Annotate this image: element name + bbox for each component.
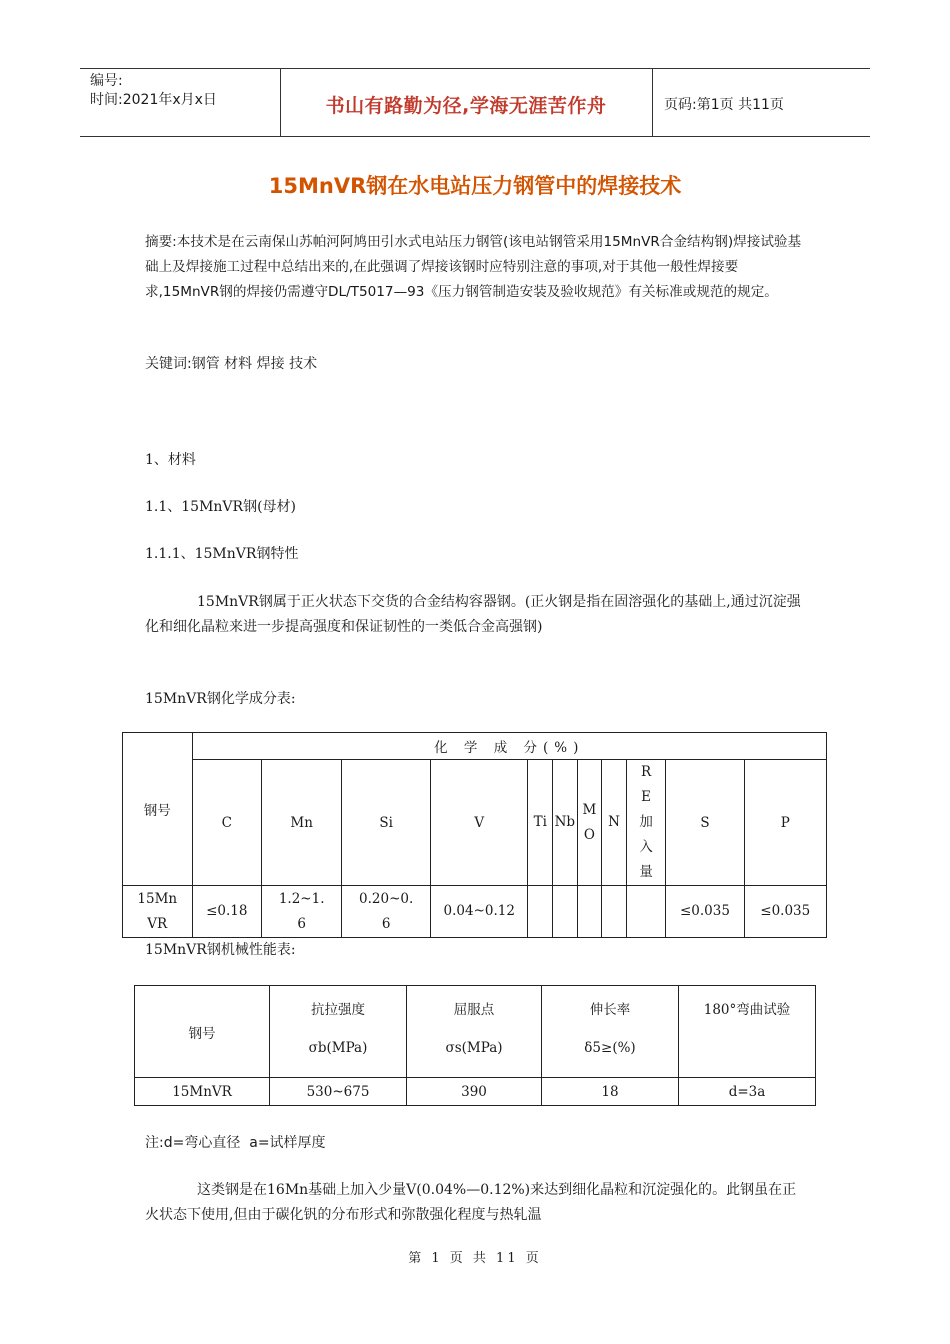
table-header-cell [553,760,578,886]
subsubsection-heading: 1.1.1、15MnVR钢特性 [145,546,299,562]
abstract-paragraph: 摘要:本技术是在云南保山苏帕河阿鸠田引水式电站压力钢管(该电站钢管采用15MnVR合金结构钢)焊接试验基础上及焊接施工过程中总结出来的,在此强调了焊接该钢时应特别注意的事项,对于其他一般性焊接要求,15MnVR钢的焊接仍需遵守DL/T5017—93《压力钢管制造安装及验收规范》有关标准或规范的规定。 [145,234,802,300]
table-header-cell: 钢号 [135,986,270,1078]
header-meta [90,72,217,110]
table-header-cell [679,986,816,1078]
table-header-cell [626,760,666,886]
document-number-label: 编号: [90,73,123,89]
table-cell: d=3a [679,1078,816,1106]
header-divider [652,69,653,136]
table-cell: 390 [407,1078,542,1106]
section-heading: 1、材料 [145,452,196,468]
table-header-cell [270,986,407,1078]
document-title: 15MnVR钢在水电站压力钢管中的焊接技术 [268,174,682,198]
document-time-label: 时间:2021年x月x日 [90,92,217,108]
table-cell: 530~675 [270,1078,407,1106]
body-paragraph: 这类钢是在16Mn基础上加入少量V(0.04%—0.12%)来达到细化晶粒和沉淀强化的。此钢虽在正火状态下使用,但由于碳化钒的分布形式和弥散强化程度与热轧温 [145,1182,797,1223]
header-page-info: 页码:第1页 共11页 [664,97,784,113]
table-cell [431,886,528,938]
table-row [135,1078,816,1106]
page-footer: 第 1 页 共 11 页 [408,1251,542,1266]
keywords-line: 关键词:钢管 材料 焊接 技术 [145,356,318,372]
table-cell: 18 [542,1078,679,1106]
cell-value: ≤0.035 [760,903,811,919]
table-cell [602,886,627,938]
cell-value: 0.04~0.12 [443,903,515,919]
mechanical-properties-table [134,985,816,1106]
table-note: 注:d=弯心直径 a=试样厚度 [145,1135,326,1151]
table-header-cell [602,760,627,886]
table-header-cell [542,986,679,1078]
column-name: 屈服点 [453,1002,495,1018]
column-name: 抗拉强度 [311,1002,365,1018]
table-header-cell [407,986,542,1078]
subsection-heading: 1.1、15MnVR钢(母材) [145,499,297,515]
table-header-cell: Si [342,760,431,886]
table-header-text: N [608,814,620,830]
table-header-cell: 钢号 [123,733,193,886]
table-header-cell: S [666,760,744,886]
table-cell [342,886,431,938]
cell-value: ≤0.18 [206,903,248,919]
table-cell [528,886,553,938]
table-cell: 15MnVR [135,1078,270,1106]
column-name: 180°弯曲试验 [703,1002,791,1018]
table-cell [577,886,602,938]
table-header-text: RE加入量 [639,764,653,880]
cell-value: 1.2~1.6 [278,890,325,932]
chemical-composition-table [122,732,827,938]
table-header-cell: P [744,760,827,886]
cell-value: 0.20~0.6 [359,890,414,932]
table-header-cell: Mn [262,760,342,886]
table-cell [626,886,666,938]
table-cell [553,886,578,938]
column-unit: δ5≥(%) [584,1040,636,1056]
table-cell [192,886,262,938]
table-row [123,886,827,938]
document-header [80,68,870,137]
cell-value: ≤0.035 [679,903,730,919]
table-caption: 15MnVR钢化学成分表: [145,691,296,707]
table-header-cell [528,760,553,886]
table-header-cell: C [192,760,262,886]
table-cell [666,886,744,938]
table-group-header: 化 学 成 分(%) [192,733,826,760]
body-paragraph: 15MnVR钢属于正火状态下交货的合金结构容器钢。(正火钢是指在固溶强化的基础上,通过沉淀强化和细化晶粒来进一步提高强度和保证韧性的一类低合金高强钢) [145,594,801,635]
table-header-cell: V [431,760,528,886]
table-header-cell [577,760,602,886]
column-unit: σs(MPa) [445,1040,503,1056]
column-name: 伸长率 [589,1002,631,1018]
grade-value: 15MnVR [137,890,178,932]
table-header-text: Nb [554,814,576,830]
table-header-text: MO [582,801,597,843]
table-cell [123,886,193,938]
header-motto: 书山有路勤为径,学海无涯苦作舟 [325,95,607,117]
table-header-text: Ti [533,814,547,830]
table-cell [744,886,827,938]
table-cell [262,886,342,938]
column-unit: σb(MPa) [308,1040,368,1056]
table-caption: 15MnVR钢机械性能表: [145,942,296,958]
